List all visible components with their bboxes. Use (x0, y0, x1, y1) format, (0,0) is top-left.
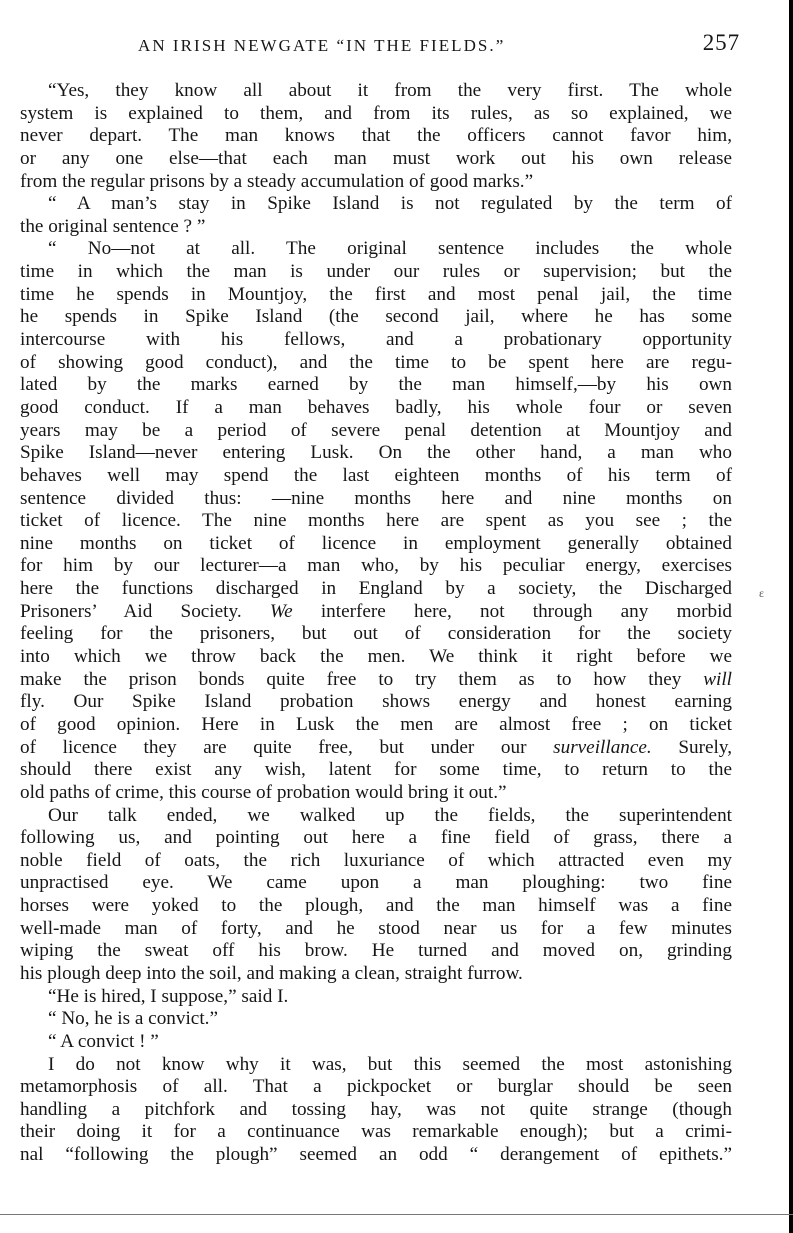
italic-word: surveillance. (553, 736, 652, 758)
margin-mark: ε (759, 586, 765, 600)
text-line: behaves well may spend the last eighteen months of his term of (20, 464, 732, 486)
text-line: for him by our lecturer—a man who, by his peculiar energy, exercises (20, 555, 732, 577)
text-line: unpractised eye. We came upon a man ploughing: two fine (20, 872, 732, 894)
text-line: well-made man of forty, and he stood near us for a few minutes (20, 917, 732, 939)
text-line: Spike Island—never entering Lusk. On the other hand, a man who (20, 442, 732, 464)
text-line: “ A convict ! ” (48, 1030, 159, 1052)
text-line: the original sentence ? ” (20, 215, 206, 237)
italic-word: will (703, 668, 732, 690)
text-line: or any one else—that each man must work out his own release (20, 147, 732, 169)
text-line: metamorphosis of all. That a pickpocket or burglar should be seen (20, 1076, 732, 1098)
text-line: never depart. The man knows that the officers cannot favor him, (20, 125, 732, 147)
text-line (20, 669, 732, 692)
text-line: horses were yoked to the plough, and the man himself was a fine (20, 895, 732, 917)
text-line: here the functions discharged in England by a society, the Discharged (20, 578, 732, 600)
running-header (20, 30, 740, 62)
page-edge-shadow (789, 0, 793, 1233)
text-segment: of licence they are quite free, but under our (20, 736, 554, 758)
text-segment: make the prison bonds quite free to try them as to how they (20, 668, 704, 690)
text-line: feeling for the prisoners, but out of consideration for the society (20, 623, 732, 645)
text-line: their doing it for a continuance was remarkable enough); but a crimi- (20, 1121, 732, 1143)
text-line: good conduct. If a man behaves badly, his whole four or seven (20, 396, 732, 418)
text-line: “Yes, they know all about it from the very first. The whole (48, 80, 732, 101)
text-line: of showing good conduct), and the time to be spent here are regu- (20, 351, 732, 373)
body-text (20, 80, 732, 1167)
text-line: “ No—not at all. The original sentence includes the whole (48, 238, 732, 260)
italic-word: We (269, 600, 293, 622)
text-segment: Prisoners’ Aid Society. (20, 600, 270, 622)
text-line: ticket of licence. The nine months here are spent as you see ; the (20, 510, 732, 532)
page-number: 257 (702, 30, 740, 55)
text-line: handling a pitchfork and tossing hay, was not quite strange (though (20, 1098, 732, 1120)
text-line: Our talk ended, we walked up the fields, the superintendent (48, 804, 732, 826)
text-line (20, 601, 732, 624)
text-line: intercourse with his fellows, and a probationary opportunity (20, 329, 732, 351)
text-line: time he spends in Mountjoy, the first and most penal jail, the time (20, 283, 732, 305)
text-line: noble field of oats, the rich luxuriance of which attracted even my (20, 849, 732, 871)
text-line: his plough deep into the soil, and making a clean, straight furrow. (20, 962, 523, 984)
running-head-title: AN IRISH NEWGATE “IN THE FIELDS.” (138, 36, 506, 55)
text-line: years may be a period of severe penal detention at Mountjoy and (20, 419, 732, 441)
text-line: system is explained to them, and from its rules, as so explained, we (20, 102, 732, 124)
text-line: should there exist any wish, latent for some time, to return to the (20, 759, 732, 781)
text-line: old paths of crime, this course of probation would bring it out.” (20, 781, 507, 803)
text-line: sentence divided thus: —nine months here and nine months on (20, 487, 732, 509)
text-line: I do not know why it was, but this seemed the most astonishing (48, 1053, 732, 1075)
text-segment: interfere here, not through any morbid (292, 600, 733, 622)
text-line (20, 737, 732, 760)
text-line: “ A man’s stay in Spike Island is not regulated by the term of (48, 193, 732, 215)
text-line: fly. Our Spike Island probation shows energy and honest earning (20, 691, 732, 713)
text-line: of good opinion. Here in Lusk the men are almost free ; on ticket (20, 713, 732, 735)
text-line: into which we throw back the men. We think it right before we (20, 646, 732, 668)
text-line: he spends in Spike Island (the second jail, where he has some (20, 306, 732, 328)
text-segment: Surely, (651, 736, 732, 758)
text-line: time in which the man is under our rules or supervision; but the (20, 261, 732, 283)
bottom-rule (0, 1214, 793, 1215)
text-line: nine months on ticket of licence in employment generally obtained (20, 532, 732, 554)
text-line: from the regular prisons by a steady accumulation of good marks.” (20, 170, 534, 192)
text-line: “ No, he is a convict.” (48, 1008, 218, 1030)
text-line: nal “following the plough” seemed an odd “ derangement of epithets.” (20, 1144, 732, 1166)
text-line: wiping the sweat off his brow. He turned and moved on, grinding (20, 940, 732, 962)
text-line: “He is hired, I suppose,” said I. (48, 985, 289, 1007)
text-line: following us, and pointing out here a fine field of grass, there a (20, 827, 732, 849)
text-line: lated by the marks earned by the man himself,—by his own (20, 374, 732, 396)
